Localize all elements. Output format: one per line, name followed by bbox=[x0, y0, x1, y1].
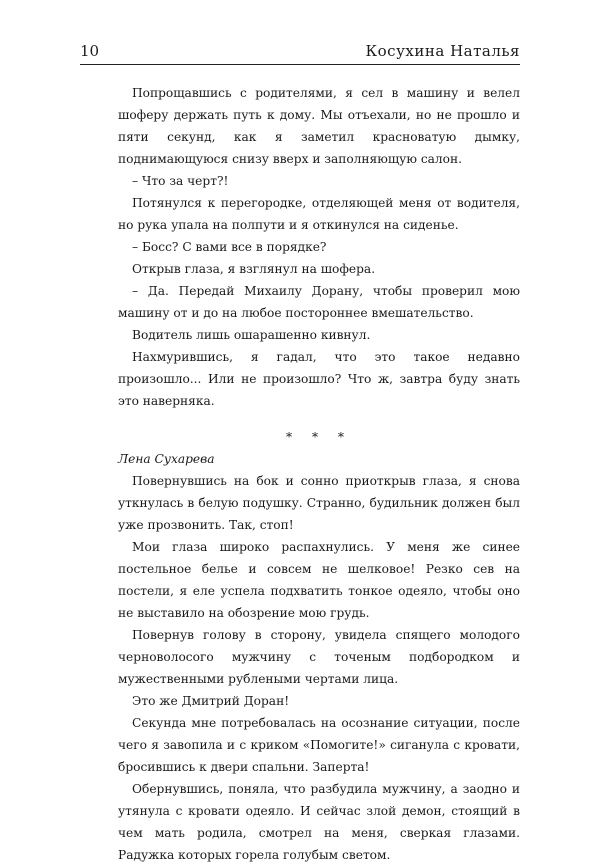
paragraph: Мои глаза широко распахнулись. У меня же синее постельное белье и совсем не шелковое! Резко сев на постели, я еле успела подхватить тонкое одеяло, чтобы оно не выставило на обозрение мою грудь. bbox=[118, 540, 520, 620]
paragraph: Нахмурившись, я гадал, что это такое недавно произошло... Или не произошло? Что ж, завтра буду знать это наверняка. bbox=[118, 350, 520, 408]
paragraph: Потянулся к перегородке, отделяющей меня от водителя, но рука упала на полпути и я откинулся на сиденье. bbox=[118, 196, 520, 232]
paragraph: Повернув голову в сторону, увидела спящего молодого черноволосого мужчину с точеным подбородком и мужественными рублеными чертами лица. bbox=[118, 628, 520, 686]
page-body bbox=[118, 82, 520, 866]
paragraph: Секунда мне потребовалась на осознание ситуации, после чего я завопила и с криком «Помогите!» сиганула с кровати, бросившись к двери спальни. Заперта! bbox=[118, 716, 520, 774]
paragraph: – Босс? С вами все в порядке? bbox=[132, 240, 327, 254]
section-separator: * * * bbox=[285, 430, 353, 444]
running-header-author: Косухина Наталья bbox=[365, 42, 520, 60]
paragraph: Водитель лишь ошарашенно кивнул. bbox=[132, 328, 371, 342]
paragraph: Повернувшись на бок и сонно приоткрыв глаза, я снова уткнулась в белую подушку. Странно, будильник должен был уже прозвонить. Так, стоп! bbox=[118, 474, 520, 532]
paragraph: Попрощавшись с родителями, я сел в машину и велел шоферу держать путь к дому. Мы отъехали, но не прошло и пяти секунд, как я заметил красноватую дымку, поднимающуюся снизу вверх и заполняющую салон. bbox=[118, 86, 520, 166]
paragraph: Обернувшись, поняла, что разбудила мужчину, а заодно и утянула с кровати одеяло. И сейчас злой демон, стоящий в чем мать родила, смотрел на меня, сверкая глазами. Радужка которых горела голубым светом. bbox=[118, 782, 520, 862]
paragraph: Это же Дмитрий Доран! bbox=[132, 694, 290, 708]
page-number: 10 bbox=[80, 42, 100, 60]
running-header bbox=[80, 38, 520, 65]
paragraph: Открыв глаза, я взглянул на шофера. bbox=[132, 262, 376, 276]
section-subhead: Лена Сухарева bbox=[118, 452, 215, 466]
paragraph: – Что за черт?! bbox=[132, 174, 229, 188]
paragraph: – Да. Передай Михаилу Дорану, чтобы проверил мою машину от и до на любое постороннее вмешательство. bbox=[118, 284, 520, 320]
